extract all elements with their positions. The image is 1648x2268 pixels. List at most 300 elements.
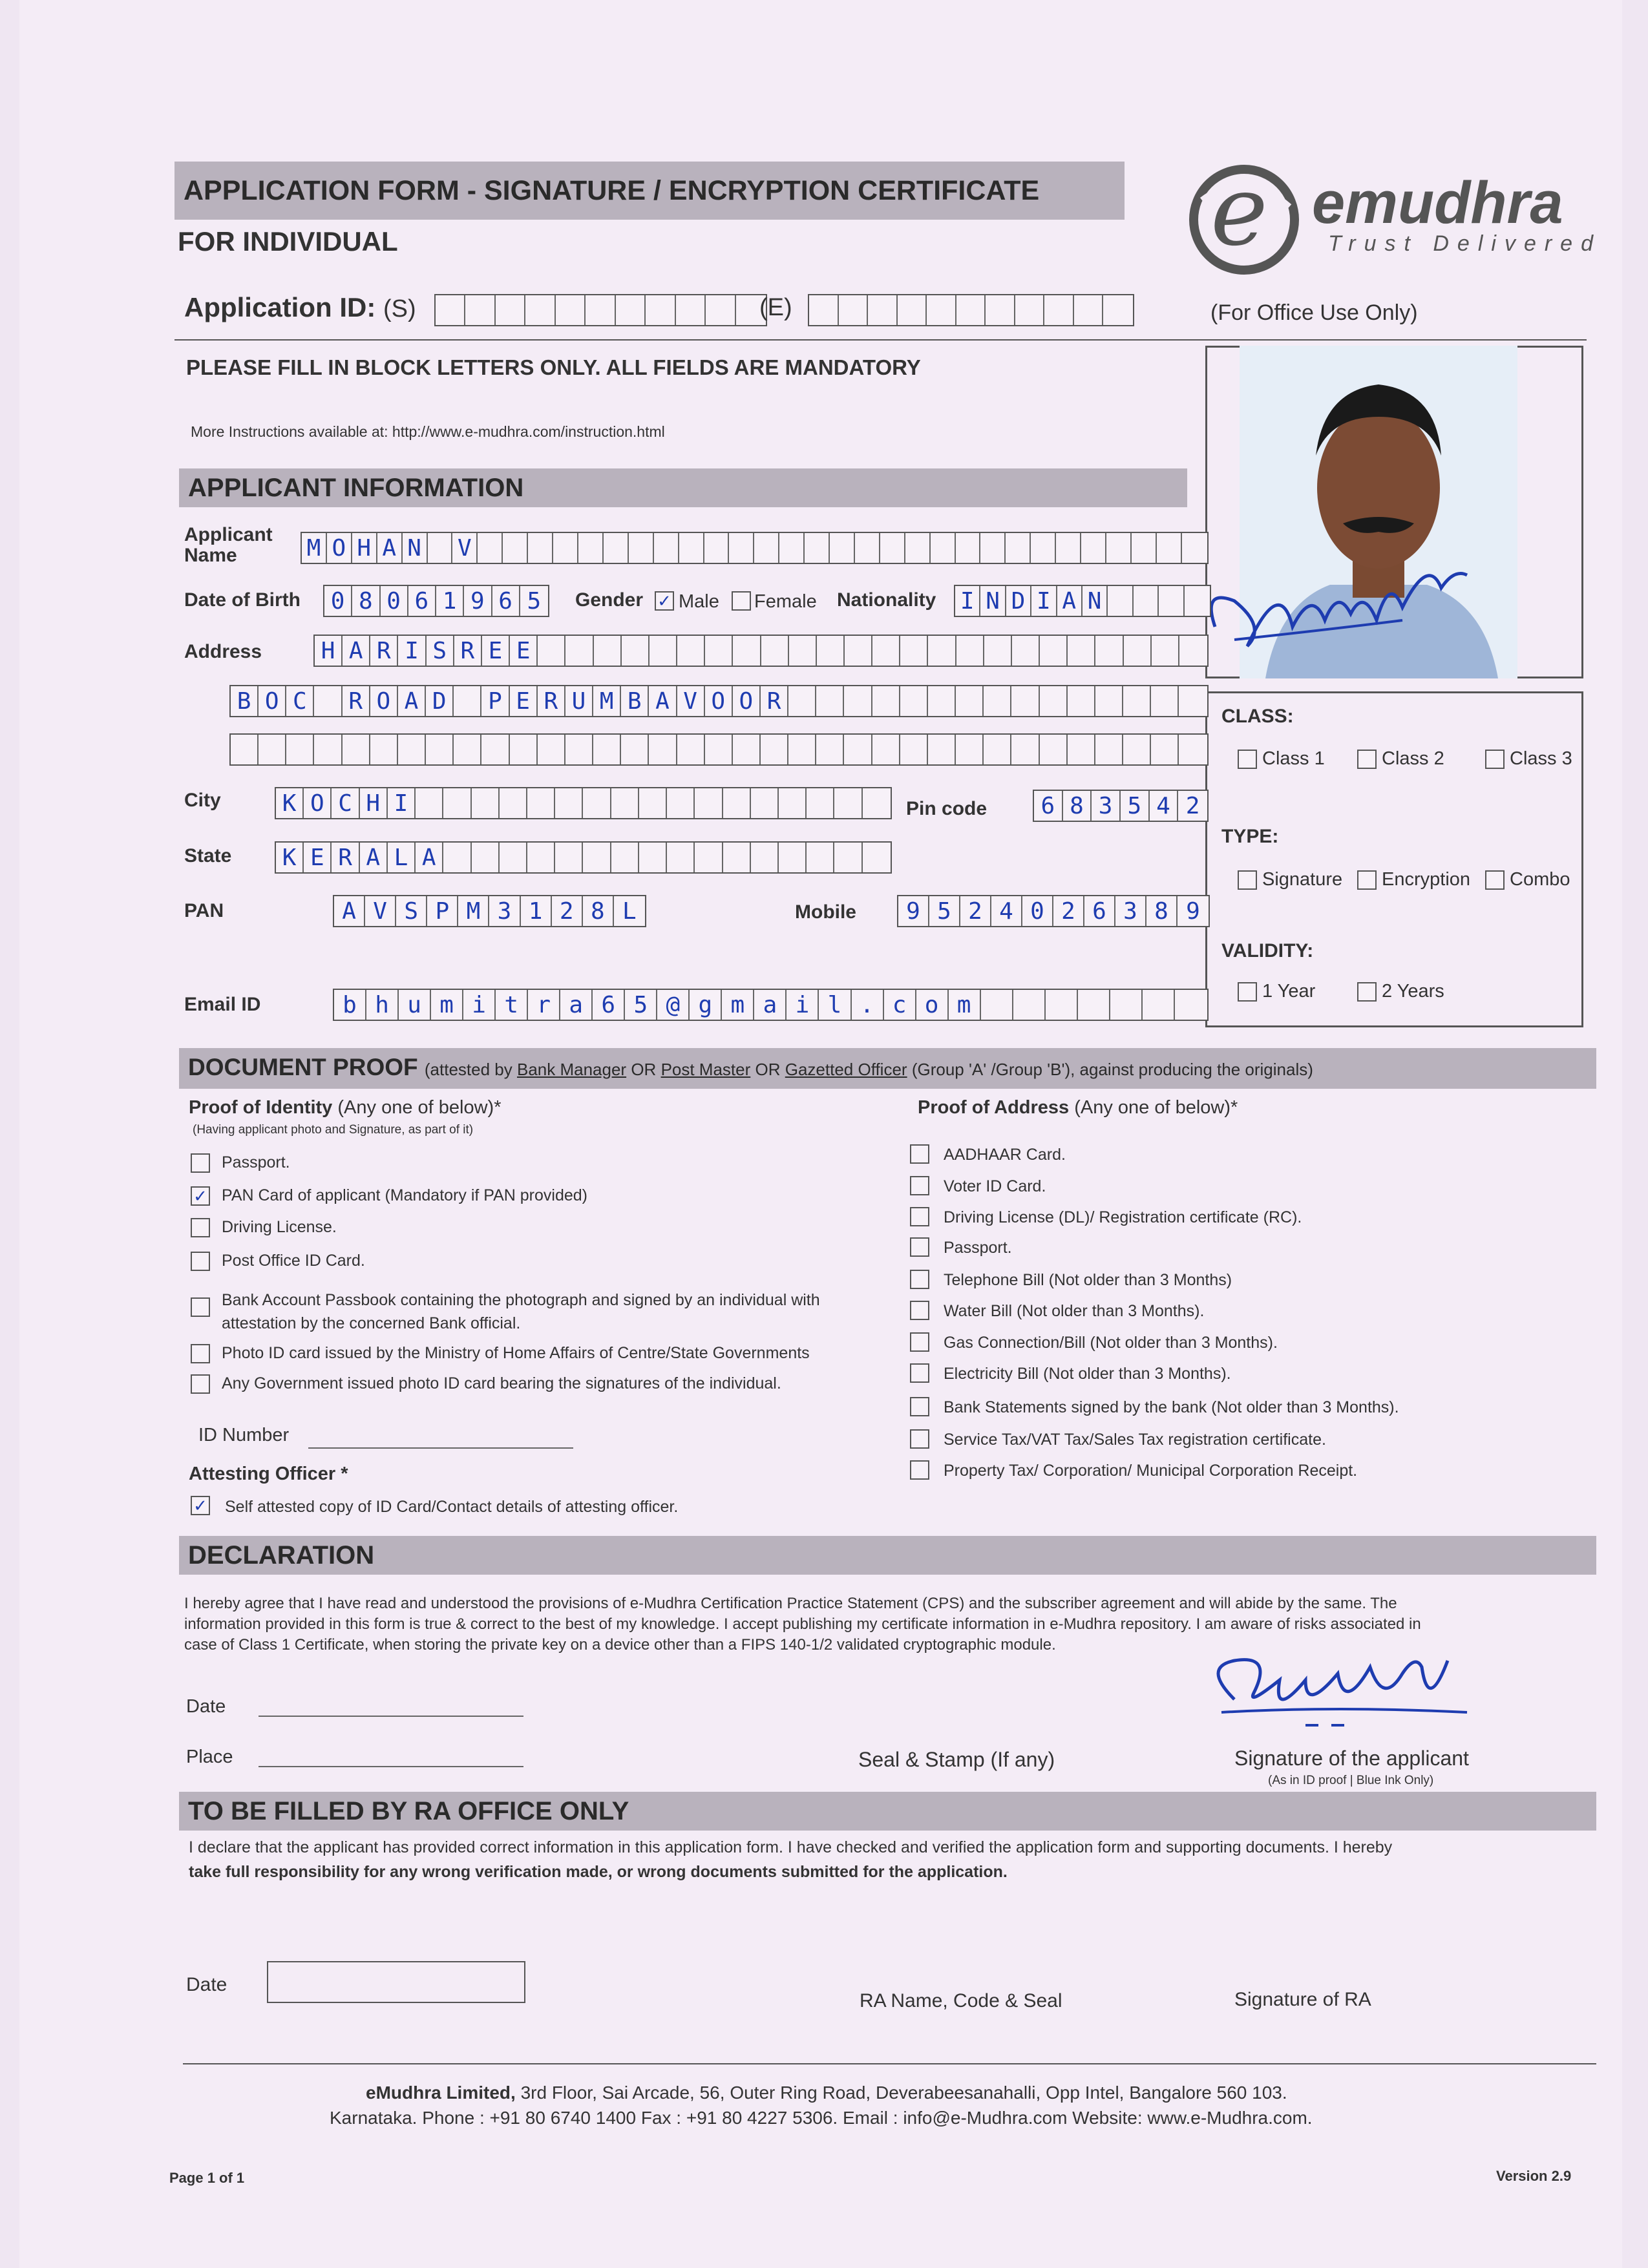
email-field-cell: b <box>334 990 366 1020</box>
city-field-cell <box>472 788 500 818</box>
identity-proof-checkbox[interactable] <box>191 1218 210 1237</box>
address-line-1-field-cell <box>1068 636 1095 666</box>
address-line-3-field-cell <box>788 735 816 764</box>
applicant-name-field-cell <box>1056 533 1081 563</box>
logo-letter: e <box>1210 155 1268 268</box>
pincode-field-cell: 2 <box>1185 792 1200 819</box>
address-proof-label: AADHAAR Card. <box>944 1146 1066 1164</box>
address-line-2-field-cell: D <box>426 686 454 716</box>
applicant-name-field-cell <box>805 533 830 563</box>
city-field[interactable] <box>275 787 892 819</box>
address-line-1-field-cell <box>956 636 984 666</box>
address-proof-checkbox[interactable] <box>910 1176 929 1195</box>
address-line-1-field-cell <box>1124 636 1152 666</box>
application-id-e-cell <box>868 295 898 325</box>
type-option-checkbox[interactable] <box>1238 870 1257 890</box>
address-line-3-field-cell <box>928 735 956 764</box>
email-field-cell <box>1013 990 1046 1020</box>
identity-proof-label: Driving License. <box>222 1218 337 1236</box>
address-line-1-field-cell <box>900 636 928 666</box>
address-line-1-field-cell: E <box>482 636 510 666</box>
state-field-cell: R <box>332 843 359 872</box>
identity-proof-label: attestation by the concerned Bank official. <box>222 1314 521 1332</box>
city-field-cell <box>416 788 443 818</box>
address-line-2-field-cell: B <box>621 686 649 716</box>
declaration-text-2: information provided in this form is true & correct to the best of my knowledge. I accept publishing my certificate information in e-Mudhra repository. I am aware of risks associated in <box>184 1615 1421 1633</box>
self-attested-label: Self attested copy of ID Card/Contact details of attesting officer. <box>225 1498 679 1516</box>
address-line-2-field-cell: R <box>538 686 565 716</box>
address-line-3-field-cell <box>1123 735 1151 764</box>
email-field-cell: m <box>722 990 754 1020</box>
email-field-cell <box>1078 990 1110 1020</box>
state-field-cell <box>583 843 611 872</box>
class-option-label: Class 2 <box>1382 748 1444 769</box>
pan-field[interactable] <box>333 895 646 927</box>
city-field-cell <box>695 788 723 818</box>
gender-label: Gender <box>575 589 644 611</box>
application-id-s-cell <box>586 295 615 325</box>
city-field-cell <box>834 788 862 818</box>
address-line-3-field-cell <box>454 735 481 764</box>
state-field-cell <box>527 843 555 872</box>
address-line-2-field-cell <box>928 686 956 716</box>
identity-title: Proof of Identity (Any one of below)* <box>189 1097 502 1118</box>
class-option-label: Class 1 <box>1262 748 1325 769</box>
declaration-date-field[interactable] <box>259 1716 523 1717</box>
mobile-field-cell: 6 <box>1084 896 1115 926</box>
nationality-field-cell: I <box>955 586 980 616</box>
address-line-3-field-cell <box>844 735 872 764</box>
application-id-e-cell <box>1074 295 1104 325</box>
address-proof-checkbox[interactable] <box>910 1207 929 1226</box>
applicant-name-field-cell <box>855 533 880 563</box>
address-line-2-field-cell <box>788 686 816 716</box>
applicant-name-field-cell <box>428 533 453 563</box>
address-line-1-field-cell: H <box>315 636 343 666</box>
ra-date-label: Date <box>186 1974 227 1995</box>
photo-signature-icon <box>1196 549 1493 666</box>
brand-tagline: Trust Delivered <box>1328 231 1601 256</box>
validity-option-label: 2 Years <box>1382 981 1444 1002</box>
type-option-checkbox[interactable] <box>1485 870 1505 890</box>
pincode-field-cell: 8 <box>1063 791 1092 821</box>
address-line-1-field-cell: R <box>370 636 398 666</box>
application-id-s-cell <box>436 295 465 325</box>
address-proof-label: Service Tax/VAT Tax/Sales Tax registration certificate. <box>944 1431 1326 1449</box>
applicant-name-field-cell: M <box>302 533 327 563</box>
address-line-2-field-cell: A <box>398 686 426 716</box>
pan-field-cell: A <box>334 896 365 926</box>
class-option-checkbox[interactable] <box>1485 750 1505 769</box>
city-field-cell <box>611 788 639 818</box>
pincode-field-cell: 4 <box>1150 791 1179 821</box>
applicant-name-field-cell <box>754 533 779 563</box>
pincode-label: Pin code <box>906 798 988 819</box>
address-line-1-field-cell <box>872 636 900 666</box>
address-line-2-field-cell <box>872 686 900 716</box>
city-field-cell <box>807 788 834 818</box>
type-option-label: Encryption <box>1382 869 1471 890</box>
document-proof-band: DOCUMENT PROOF (attested by Bank Manager OR Post Master OR Gazetted Officer (Group 'A' /Group 'B'), against producing the originals) <box>179 1048 1596 1089</box>
applicant-info-band: APPLICANT INFORMATION <box>179 468 1187 507</box>
address-proof-label: Telephone Bill (Not older than 3 Months) <box>944 1271 1232 1289</box>
seal-stamp-label: Seal & Stamp (If any) <box>858 1748 1055 1771</box>
mobile-label: Mobile <box>795 901 856 923</box>
identity-proof-checkbox[interactable] <box>191 1252 210 1271</box>
pan-field-cell: P <box>427 896 458 926</box>
state-field-cell <box>472 843 500 872</box>
address-line-3-field-cell <box>1179 735 1207 764</box>
application-id-s-cell <box>496 295 525 325</box>
city-field-cell: K <box>276 788 304 818</box>
address-line-3-field-cell <box>649 735 677 764</box>
identity-proof-label: Bank Account Passbook containing the photograph and signed by an individual with <box>222 1291 820 1309</box>
address-line-3-field-cell <box>481 735 509 764</box>
validity-title: VALIDITY: <box>1221 940 1314 961</box>
identity-proof-label: Any Government issued photo ID card bearing the signatures of the individual. <box>222 1374 781 1392</box>
address-line-2-field-cell <box>844 686 872 716</box>
application-id-e-cell <box>927 295 956 325</box>
dob-field[interactable] <box>323 585 549 617</box>
address-proof-checkbox[interactable] <box>910 1270 929 1289</box>
applicant-name-field-cell: O <box>327 533 352 563</box>
footer-address-1: eMudhra Limited, 3rd Floor, Sai Arcade, 56, Outer Ring Road, Deverabeesanahalli, Opp Intel, Bangalore 560 103. <box>366 2083 1287 2103</box>
self-attested-checkbox[interactable]: ✓ <box>191 1496 210 1515</box>
ra-name-label: RA Name, Code & Seal <box>860 1990 1062 2011</box>
declaration-place-field[interactable] <box>259 1766 523 1767</box>
address-line-2-field-cell: R <box>761 686 788 716</box>
address-line-2-field-cell: O <box>370 686 398 716</box>
dob-field-cell: 8 <box>352 586 380 616</box>
identity-note: (Having applicant photo and Signature, as part of it) <box>193 1123 474 1137</box>
instructions-link[interactable]: More Instructions available at: http://www.e-mudhra.com/instruction.html <box>191 423 665 440</box>
email-field-cell <box>981 990 1013 1020</box>
address-line-3-field-cell <box>900 735 928 764</box>
applicant-name-field-cell <box>779 533 805 563</box>
application-id-e-cell <box>898 295 927 325</box>
address-proof-label: Voter ID Card. <box>944 1177 1046 1195</box>
applicant-name-field-cell <box>553 533 578 563</box>
address-line-3-field-cell <box>1095 735 1123 764</box>
address-line-3-field-cell <box>565 735 593 764</box>
state-field-cell: A <box>360 843 388 872</box>
email-field-cell <box>1143 990 1175 1020</box>
application-id-s-cell <box>616 295 646 325</box>
address-line-1-field-cell <box>1152 636 1179 666</box>
application-id-e-cell <box>809 295 839 325</box>
email-field-cell: c <box>884 990 916 1020</box>
footer-rule <box>183 2063 1596 2064</box>
declaration-band: DECLARATION <box>179 1536 1596 1575</box>
dob-field-cell: 9 <box>464 586 492 616</box>
applicant-name-field-cell <box>931 533 956 563</box>
nationality-field-cell: N <box>1083 586 1108 616</box>
address-line-1-field-cell: E <box>510 636 538 666</box>
city-field-cell <box>583 788 611 818</box>
email-field-cell: u <box>399 990 431 1020</box>
address-line-1-field-cell <box>650 636 677 666</box>
applicant-name-field-cell <box>830 533 855 563</box>
applicant-name-field-cell <box>528 533 553 563</box>
state-field-cell <box>723 843 751 872</box>
address-line-2-field-cell: O <box>259 686 286 716</box>
city-field-cell <box>751 788 779 818</box>
gender-female-label: Female <box>754 591 817 612</box>
nationality-field[interactable] <box>954 585 1211 617</box>
dob-field-cell: 6 <box>492 586 520 616</box>
address-line-3-field-cell <box>231 735 259 764</box>
address-line-2-field-cell <box>1179 686 1207 716</box>
address-proof-label: Passport. <box>944 1239 1012 1257</box>
state-field-cell <box>611 843 639 872</box>
pincode-field[interactable] <box>1033 790 1209 822</box>
mobile-field[interactable] <box>897 895 1210 927</box>
application-id-e-field[interactable] <box>808 294 1134 326</box>
address-proof-checkbox[interactable] <box>910 1363 929 1383</box>
applicant-signature-note: (As in ID proof | Blue Ink Only) <box>1268 1774 1434 1787</box>
address-line-1-field-cell <box>984 636 1012 666</box>
address-line-3-field-cell <box>621 735 649 764</box>
application-id-s-cell <box>465 295 495 325</box>
page-number: Page 1 of 1 <box>169 2170 245 2186</box>
validity-option-checkbox[interactable] <box>1357 982 1377 1002</box>
validity-option-checkbox[interactable] <box>1238 982 1257 1002</box>
address-line-2-field-cell <box>1011 686 1039 716</box>
address-proof-checkbox[interactable] <box>910 1301 929 1320</box>
office-use-note: (For Office Use Only) <box>1210 300 1418 325</box>
address-line-1-field-cell <box>845 636 872 666</box>
applicant-name-field-cell <box>1081 533 1106 563</box>
address-line-1-field-cell <box>622 636 650 666</box>
address-proof-checkbox[interactable] <box>910 1144 929 1164</box>
address-proof-label: Electricity Bill (Not older than 3 Months). <box>944 1365 1231 1383</box>
address-line-1-field-cell <box>565 636 593 666</box>
address-proof-checkbox[interactable] <box>910 1460 929 1480</box>
city-field-cell <box>723 788 751 818</box>
dob-field-cell: 6 <box>408 586 436 616</box>
email-field[interactable] <box>333 989 1209 1021</box>
email-field-cell <box>1175 990 1207 1020</box>
nationality-field-cell: N <box>980 586 1006 616</box>
gender-female-checkbox[interactable] <box>732 591 751 611</box>
city-field-cell <box>443 788 471 818</box>
id-number-field[interactable] <box>308 1447 573 1449</box>
address-line-2-field-cell: V <box>677 686 705 716</box>
application-id-e-cell <box>839 295 869 325</box>
application-id-s-cell <box>646 295 675 325</box>
state-field-cell <box>807 843 834 872</box>
applicant-name-field-cell <box>478 533 503 563</box>
pan-field-cell: 3 <box>489 896 520 926</box>
email-field-cell: 6 <box>593 990 625 1020</box>
declaration-text-1: I hereby agree that I have read and understood the provisions of e-Mudhra Certification Practice Statement (CPS) and the subscriber agreement and will abide by the same. The <box>184 1595 1397 1612</box>
mobile-field-cell: 4 <box>991 896 1022 926</box>
ra-date-field[interactable] <box>267 1961 525 2003</box>
pincode-field-cell: 3 <box>1092 791 1121 821</box>
address-line-2-field-cell <box>1123 686 1151 716</box>
state-field-cell <box>667 843 695 872</box>
address-line-2-field-cell <box>900 686 928 716</box>
address-line-1-field-cell <box>538 636 565 666</box>
ra-declaration-text-1: I declare that the applicant has provided correct information in this application form. I have checked and verified the application form and supporting documents. I hereby <box>189 1838 1393 1856</box>
city-field-cell: O <box>304 788 332 818</box>
address-line-2-field-cell <box>816 686 844 716</box>
address-proof-label: Driving License (DL)/ Registration certificate (RC). <box>944 1208 1302 1226</box>
address-line-3-field-cell <box>872 735 900 764</box>
applicant-name-field-cell: A <box>377 533 403 563</box>
applicant-name-field-cell <box>578 533 604 563</box>
mobile-field-cell: 2 <box>1053 896 1084 926</box>
address-line-3-field-cell <box>984 735 1011 764</box>
nationality-field-cell <box>1185 586 1210 616</box>
identity-proof-checkbox[interactable]: ✓ <box>191 1186 210 1206</box>
address-proof-checkbox[interactable] <box>910 1397 929 1416</box>
state-field-cell: K <box>276 843 304 872</box>
class-box <box>1205 691 1583 1027</box>
application-id-s-cell <box>676 295 706 325</box>
address-line-1-field-cell: A <box>343 636 370 666</box>
address-line-3-field-cell <box>761 735 788 764</box>
application-id-e-label: (E) <box>759 294 792 321</box>
application-id-s-field[interactable] <box>434 294 767 326</box>
dob-field-cell: 0 <box>324 586 352 616</box>
address-proof-checkbox[interactable] <box>910 1332 929 1352</box>
pan-field-cell: 8 <box>583 896 614 926</box>
state-field-cell <box>695 843 723 872</box>
id-number-label: ID Number <box>198 1425 290 1445</box>
address-line-1-field[interactable] <box>313 635 1209 667</box>
address-proof-checkbox[interactable] <box>910 1237 929 1257</box>
city-field-cell <box>527 788 555 818</box>
email-field-cell: h <box>366 990 399 1020</box>
city-field-cell <box>639 788 667 818</box>
address-proof-label: Gas Connection/Bill (Not older than 3 Months). <box>944 1334 1278 1352</box>
state-field-cell: A <box>416 843 443 872</box>
address-line-1-field-cell <box>761 636 789 666</box>
identity-proof-checkbox[interactable] <box>191 1374 210 1394</box>
state-label: State <box>184 845 232 866</box>
pincode-field-cell: 6 <box>1034 791 1063 821</box>
address-line-2-field-cell: E <box>510 686 538 716</box>
address-line-3-field-cell <box>1068 735 1095 764</box>
mobile-field-cell: 9 <box>1186 898 1200 925</box>
address-line-3-field-cell <box>314 735 342 764</box>
mobile-field-cell: 2 <box>960 896 991 926</box>
address-line-3-field-cell <box>956 735 984 764</box>
class-option-checkbox[interactable] <box>1238 750 1257 769</box>
address-line-2-field-cell <box>454 686 481 716</box>
form-title: APPLICATION FORM - SIGNATURE / ENCRYPTION CERTIFICATE <box>174 162 1125 220</box>
address-line-2-field-cell <box>956 686 984 716</box>
applicant-name-field-cell <box>679 533 704 563</box>
address-line-2-field-cell: M <box>593 686 621 716</box>
identity-proof-checkbox[interactable] <box>191 1297 210 1317</box>
address-line-2-field[interactable] <box>229 685 1209 717</box>
address-line-3-field-cell <box>343 735 370 764</box>
address-line-2-field-cell: O <box>733 686 761 716</box>
email-field-cell: m <box>949 990 981 1020</box>
address-line-3-field-cell <box>538 735 565 764</box>
city-field-cell: H <box>360 788 388 818</box>
address-line-2-field-cell: O <box>705 686 733 716</box>
applicant-name-field-cell <box>905 533 931 563</box>
mobile-field-cell: 3 <box>1115 896 1146 926</box>
email-field-cell: i <box>463 990 496 1020</box>
identity-proof-label: PAN Card of applicant (Mandatory if PAN provided) <box>222 1186 587 1204</box>
address-line-1-field-cell <box>594 636 622 666</box>
pan-field-cell: 1 <box>521 896 552 926</box>
address-proof-title: Proof of Address (Any one of below)* <box>918 1097 1238 1118</box>
pan-field-cell: L <box>622 898 637 925</box>
application-id-e-cell <box>1103 295 1133 325</box>
nationality-field-cell: I <box>1031 586 1057 616</box>
address-line-3-field-cell <box>816 735 844 764</box>
address-line-3-field[interactable] <box>229 733 1209 766</box>
state-field-cell <box>500 843 527 872</box>
state-field-cell <box>443 843 471 872</box>
class-option-checkbox[interactable] <box>1357 750 1377 769</box>
type-option-label: Signature <box>1262 869 1343 890</box>
applicant-name-field-cell <box>1106 533 1132 563</box>
address-line-1-field-cell <box>705 636 733 666</box>
city-field-cell: I <box>388 788 416 818</box>
address-line-2-field-cell: U <box>565 686 593 716</box>
gender-male-checkbox[interactable]: ✓ <box>655 591 674 611</box>
city-field-cell <box>500 788 527 818</box>
state-field-cell <box>555 843 583 872</box>
type-title: TYPE: <box>1221 826 1279 847</box>
application-id-s-cell <box>525 295 555 325</box>
type-option-checkbox[interactable] <box>1357 870 1377 890</box>
city-field-cell <box>555 788 583 818</box>
address-line-1-field-cell <box>677 636 705 666</box>
applicant-name-field-cell <box>880 533 905 563</box>
application-id-s-cell <box>556 295 586 325</box>
identity-proof-checkbox[interactable] <box>191 1153 210 1173</box>
identity-proof-checkbox[interactable] <box>191 1344 210 1363</box>
address-line-2-field-cell: R <box>343 686 370 716</box>
address-line-3-field-cell <box>1151 735 1179 764</box>
city-field-cell <box>863 788 891 818</box>
form-subtitle: FOR INDIVIDUAL <box>178 226 398 257</box>
application-id-e-cell <box>956 295 986 325</box>
address-line-2-field-cell: A <box>649 686 677 716</box>
applicant-name-field-cell <box>654 533 679 563</box>
applicant-signature-label: Signature of the applicant <box>1234 1747 1469 1770</box>
class-title: CLASS: <box>1221 706 1294 727</box>
applicant-name-field-cell: N <box>403 533 428 563</box>
address-line-3-field-cell <box>259 735 286 764</box>
mobile-field-cell: 0 <box>1022 896 1053 926</box>
validity-option-label: 1 Year <box>1262 981 1316 1002</box>
applicant-name-field-cell <box>980 533 1006 563</box>
state-field-cell <box>639 843 667 872</box>
pan-field-cell: 2 <box>552 896 583 926</box>
address-line-1-field-cell <box>1040 636 1068 666</box>
address-line-3-field-cell <box>286 735 314 764</box>
applicant-name-field[interactable] <box>301 532 1209 564</box>
email-field-cell: @ <box>657 990 690 1020</box>
address-line-2-field-cell <box>314 686 342 716</box>
state-field[interactable] <box>275 841 892 874</box>
ra-office-band: TO BE FILLED BY RA OFFICE ONLY <box>179 1792 1596 1831</box>
address-line-2-field-cell <box>1095 686 1123 716</box>
nationality-field-cell <box>1159 586 1184 616</box>
address-proof-checkbox[interactable] <box>910 1429 929 1449</box>
address-proof-label: Bank Statements signed by the bank (Not older than 3 Months). <box>944 1398 1399 1416</box>
address-line-3-field-cell <box>1011 735 1039 764</box>
address-line-1-field-cell <box>1012 636 1040 666</box>
